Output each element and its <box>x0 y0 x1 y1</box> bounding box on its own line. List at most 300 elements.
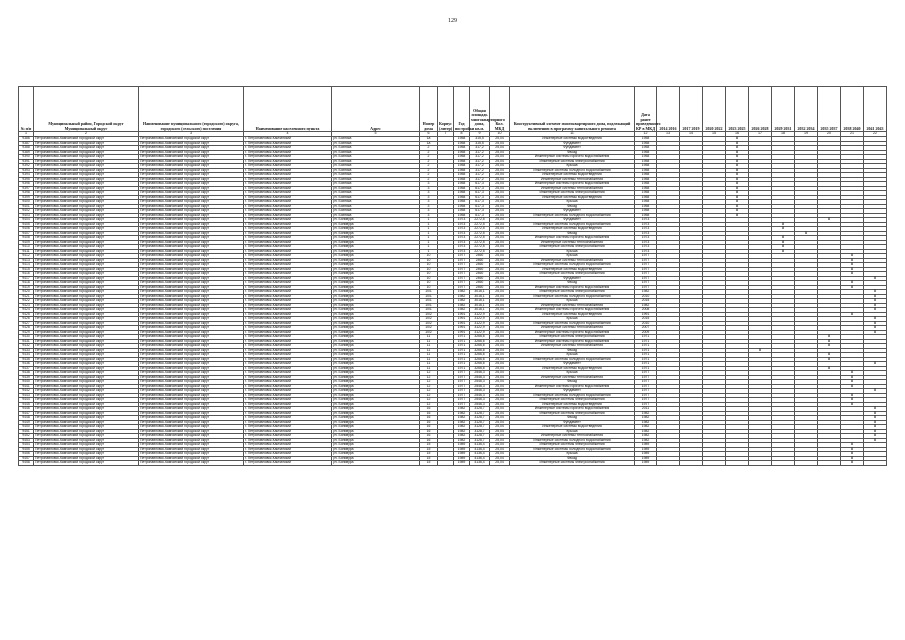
table-cell: ул. Бонивура <box>332 303 420 308</box>
table-cell: г. Петропавловск-Камчатский <box>244 443 332 448</box>
table-cell: 3016,1 <box>470 290 490 295</box>
table-cell: 317,2 <box>470 155 490 160</box>
table-cell: 1958 <box>454 213 470 218</box>
table-cell: 10/1 <box>420 299 438 304</box>
table-cell: 9455 <box>19 447 34 452</box>
table-cell: ул. Бонивура <box>332 294 420 299</box>
table-cell: 1989 <box>454 447 470 452</box>
table-cell: 10 <box>420 285 438 290</box>
table-cell: 1977 <box>454 389 470 394</box>
table-cell: 1 <box>420 231 438 236</box>
table-cell: 1971 <box>635 362 657 367</box>
table-cell: 25,04 <box>490 141 510 146</box>
table-cell: Петропавловск-Камчатский городской округ <box>139 321 244 326</box>
table-cell: 25,04 <box>490 443 510 448</box>
table-cell: Инженерные системы водоотведения <box>510 227 635 232</box>
table-cell: 1973 <box>454 227 470 232</box>
period-cell: X <box>841 402 864 407</box>
table-cell: 16 <box>420 416 438 421</box>
table-cell: 2460 <box>470 285 490 290</box>
table-cell: 3016,1 <box>470 294 490 299</box>
table-cell: г. Петропавловск-Камчатский <box>244 371 332 376</box>
table-cell: 3266,6 <box>470 348 490 353</box>
period-cell: X <box>726 204 749 209</box>
table-cell: 2546,3 <box>470 384 490 389</box>
table-cell: 10 <box>420 258 438 263</box>
table-cell: Петропавловск-Камчатский городской округ <box>139 371 244 376</box>
table-cell: г. Петропавловск-Камчатский <box>244 312 332 317</box>
table-cell: Петропавловск-Камчатский городской округ <box>34 227 139 232</box>
table-cell: 25,04 <box>490 150 510 155</box>
table-cell: 9457 <box>19 456 34 461</box>
table-cell: 2272,5 <box>470 218 490 223</box>
table-cell: Петропавловск-Камчатский городской округ <box>139 240 244 245</box>
table-cell: ул. Бохняка <box>332 186 420 191</box>
table-cell: Инженерные системы горячего водоснабжения <box>510 182 635 187</box>
table-cell: Петропавловск-Камчатский городской округ <box>34 150 139 155</box>
table-cell: г. Петропавловск-Камчатский <box>244 321 332 326</box>
table-cell: 9435 <box>19 357 34 362</box>
table-cell: 25,04 <box>490 326 510 331</box>
table-cell: ул. Бохняка <box>332 200 420 205</box>
table-cell: 1а <box>420 141 438 146</box>
table-cell: г. Петропавловск-Камчатский <box>244 146 332 151</box>
column-number: 5 <box>332 132 420 137</box>
table-cell: 2007 <box>635 326 657 331</box>
period-cell: X <box>726 209 749 214</box>
table-cell: г. Петропавловск-Камчатский <box>244 362 332 367</box>
column-number: 17 <box>749 132 772 137</box>
table-cell: 1977 <box>635 380 657 385</box>
table-cell: ул. Бонивура <box>332 353 420 358</box>
table-cell: Инженерные системы водоотведения <box>510 137 635 142</box>
table-cell: 1977 <box>454 371 470 376</box>
table-cell: 1973 <box>454 249 470 254</box>
table-cell: Фундамент <box>510 389 635 394</box>
table-cell: г. Петропавловск-Камчатский <box>244 267 332 272</box>
table-cell: 25,04 <box>490 321 510 326</box>
table-cell: ул. Бохняка <box>332 173 420 178</box>
period-cell: X <box>726 146 749 151</box>
column-number: 15 <box>703 132 726 137</box>
table-cell: Инженерные системы водоотведения <box>510 425 635 430</box>
table-cell: 2460 <box>470 276 490 281</box>
table-cell: Петропавловск-Камчатский городской округ <box>139 168 244 173</box>
table-cell: 1958 <box>454 177 470 182</box>
table-cell: 2010 <box>635 321 657 326</box>
table-cell: ул. Бонивура <box>332 227 420 232</box>
table-cell: 9420 <box>19 290 34 295</box>
table-cell: 3 <box>420 182 438 187</box>
table-cell: 15 <box>420 447 438 452</box>
table-cell: Петропавловск-Камчатский городской округ <box>139 218 244 223</box>
table-cell: 25,04 <box>490 461 510 466</box>
table-cell: ул. Бонивура <box>332 326 420 331</box>
table-cell: ул. Бонивура <box>332 447 420 452</box>
table-cell: 4136,4 <box>470 456 490 461</box>
table-cell: 12 <box>420 389 438 394</box>
table-cell: ул. Бонивура <box>332 402 420 407</box>
table-cell: Фасад <box>510 416 635 421</box>
table-cell: 2546,3 <box>470 402 490 407</box>
table-cell: 9387 <box>19 141 34 146</box>
table-cell: 1а <box>420 137 438 142</box>
table-cell: 25,04 <box>490 303 510 308</box>
table-cell: 1973 <box>635 222 657 227</box>
table-cell: г. Петропавловск-Камчатский <box>244 447 332 452</box>
table-cell: ул. Бонивура <box>332 317 420 322</box>
table-cell: Петропавловск-Камчатский городской округ <box>139 429 244 434</box>
table-cell: 9413 <box>19 258 34 263</box>
table-cell: Петропавловск-Камчатский городской округ <box>139 416 244 421</box>
table-cell: 16 <box>420 420 438 425</box>
table-cell: 1958 <box>635 209 657 214</box>
table-cell: ул. Бонивура <box>332 375 420 380</box>
table-cell: 1973 <box>454 236 470 241</box>
table-cell: 9452 <box>19 434 34 439</box>
table-row <box>19 461 887 466</box>
table-cell: Фундамент <box>510 209 635 214</box>
table-cell: 9411 <box>19 249 34 254</box>
table-cell: ул. Бохняка <box>332 204 420 209</box>
table-cell: г. Петропавловск-Камчатский <box>244 245 332 250</box>
table-cell: 9407 <box>19 231 34 236</box>
table-cell: 10/2 <box>420 317 438 322</box>
table-cell: 10/1 <box>420 303 438 308</box>
period-cell <box>772 461 795 466</box>
table-cell: Фасад <box>510 204 635 209</box>
column-header: 2026 2028 <box>749 87 772 132</box>
table-cell: 9392 <box>19 164 34 169</box>
table-cell: Петропавловск-Камчатский городской округ <box>139 407 244 412</box>
table-cell: 25,04 <box>490 173 510 178</box>
table-cell: г. Петропавловск-Камчатский <box>244 276 332 281</box>
table-cell: Петропавловск-Камчатский городской округ <box>139 456 244 461</box>
table-cell: Петропавловск-Камчатский городской округ <box>139 434 244 439</box>
table-cell: Инженерные системы электроснабжения <box>510 335 635 340</box>
period-cell <box>726 461 749 466</box>
table-cell: г. Петропавловск-Камчатский <box>244 407 332 412</box>
table-cell: Инженерные системы электроснабжения <box>510 461 635 466</box>
table-cell: Петропавловск-Камчатский городской округ <box>34 389 139 394</box>
table-cell <box>438 461 454 466</box>
table-cell: 9403 <box>19 213 34 218</box>
table-cell: Фундамент <box>510 146 635 151</box>
table-cell: Петропавловск-Камчатский городской округ <box>139 200 244 205</box>
table-cell: г. Петропавловск-Камчатский <box>244 366 332 371</box>
table-cell: г. Петропавловск-Камчатский <box>244 141 332 146</box>
table-cell: 1958 <box>635 159 657 164</box>
table-cell: Инженерные системы теплоснабжения <box>510 240 635 245</box>
table-cell: 3 <box>420 200 438 205</box>
table-cell: Петропавловск-Камчатский городской округ <box>139 443 244 448</box>
table-cell: Инженерные системы холодного водоснабжения <box>510 168 635 173</box>
table-cell: Инженерные системы горячего водоснабжения <box>510 384 635 389</box>
table-cell: Фундамент <box>510 276 635 281</box>
table-cell: Петропавловск-Камчатский городской округ <box>139 344 244 349</box>
table-cell: Петропавловск-Камчатский городской округ <box>139 236 244 241</box>
table-cell: ул. Бонивура <box>332 420 420 425</box>
table-cell: 1958 <box>635 168 657 173</box>
table-cell: 25,04 <box>490 348 510 353</box>
table-cell: г. Петропавловск-Камчатский <box>244 402 332 407</box>
table-cell: г. Петропавловск-Камчатский <box>244 425 332 430</box>
table-cell: 1982 <box>635 303 657 308</box>
table-cell: Петропавловск-Камчатский городской округ <box>34 425 139 430</box>
table-cell: 2 <box>420 159 438 164</box>
period-cell: X <box>726 159 749 164</box>
period-cell <box>657 461 680 466</box>
table-cell: Петропавловск-Камчатский городской округ <box>34 393 139 398</box>
period-cell: X <box>841 272 864 277</box>
table-cell: Крыша <box>510 164 635 169</box>
table-cell: 4136,4 <box>470 452 490 457</box>
table-cell: ул. Бонивура <box>332 267 420 272</box>
table-cell: 1958 <box>454 159 470 164</box>
table-cell: г. Петропавловск-Камчатский <box>244 236 332 241</box>
table-cell: Петропавловск-Камчатский городской округ <box>34 353 139 358</box>
table-cell: Петропавловск-Камчатский городской округ <box>34 380 139 385</box>
table-cell: Петропавловск-Камчатский городской округ <box>139 254 244 259</box>
column-number: 10 <box>490 132 510 137</box>
table-cell: 15 <box>420 461 438 466</box>
table-cell: 25,04 <box>490 164 510 169</box>
table-cell: Инженерные системы водоотведения <box>510 267 635 272</box>
table-cell: 1973 <box>454 245 470 250</box>
table-cell: 9437 <box>19 366 34 371</box>
table-cell: Петропавловск-Камчатский городской округ <box>139 375 244 380</box>
table-cell: 3122,9 <box>470 326 490 331</box>
table-cell: 10 <box>420 267 438 272</box>
table-cell: 25,04 <box>490 312 510 317</box>
table-cell: 1977 <box>635 384 657 389</box>
table-cell: г. Петропавловск-Камчатский <box>244 258 332 263</box>
table-cell: Петропавловск-Камчатский городской округ <box>34 375 139 380</box>
table-cell: Петропавловск-Камчатский городской округ <box>34 339 139 344</box>
table-cell: 1982 <box>454 303 470 308</box>
table-cell: Петропавловск-Камчатский городской округ <box>34 429 139 434</box>
column-header: 2041 2043 <box>864 87 887 132</box>
table-cell: 1958 <box>635 195 657 200</box>
table-cell: 1977 <box>635 254 657 259</box>
table-cell: г. Петропавловск-Камчатский <box>244 263 332 268</box>
table-cell: г. Петропавловск-Камчатский <box>244 195 332 200</box>
table-cell: Петропавловск-Камчатский городской округ <box>139 209 244 214</box>
period-cell: X <box>864 425 887 430</box>
period-cell: X <box>864 317 887 322</box>
table-cell: Фасад <box>510 281 635 286</box>
table-cell: г. Петропавловск-Камчатский <box>244 222 332 227</box>
table-cell: 1977 <box>635 272 657 277</box>
table-cell: 25,04 <box>490 137 510 142</box>
table-cell: 25,04 <box>490 186 510 191</box>
table-cell: 9421 <box>19 294 34 299</box>
table-cell: 1982 <box>454 308 470 313</box>
period-cell: X <box>818 344 841 349</box>
table-cell: Петропавловск-Камчатский городской округ <box>139 245 244 250</box>
table-cell: Крыша <box>510 353 635 358</box>
table-cell: Петропавловск-Камчатский городской округ <box>34 290 139 295</box>
table-cell: Петропавловск-Камчатский городской округ <box>139 281 244 286</box>
table-cell: Петропавловск-Камчатский городской округ <box>139 461 244 466</box>
table-cell: 1 <box>420 222 438 227</box>
table-cell: 11 <box>420 353 438 358</box>
column-number: 6 <box>420 132 438 137</box>
period-cell: X <box>772 227 795 232</box>
table-cell: 1991 <box>454 312 470 317</box>
table-cell: Петропавловск-Камчатский городской округ <box>34 317 139 322</box>
table-cell: 1982 <box>635 290 657 295</box>
table-cell: 4136,4 <box>470 461 490 466</box>
table-cell: 2272,5 <box>470 236 490 241</box>
table-cell: ул. Бонивура <box>332 344 420 349</box>
table-cell: Петропавловск-Камчатский городской округ <box>34 443 139 448</box>
table-cell: 16 <box>420 425 438 430</box>
table-cell: 1958 <box>454 155 470 160</box>
period-cell: X <box>726 137 749 142</box>
table-cell: Петропавловск-Камчатский городской округ <box>139 263 244 268</box>
table-cell: г. Петропавловск-Камчатский <box>244 317 332 322</box>
table-cell: 2460 <box>470 281 490 286</box>
table-cell: 25,04 <box>490 222 510 227</box>
table-cell: Инженерные системы холодного водоснабжения <box>510 447 635 452</box>
column-number: 7 <box>438 132 454 137</box>
table-cell: 2546,3 <box>470 393 490 398</box>
table-cell: 9401 <box>19 204 34 209</box>
table-cell: Петропавловск-Камчатский городской округ <box>139 326 244 331</box>
table-cell: ул. Бонивура <box>332 218 420 223</box>
table-cell: 25,04 <box>490 389 510 394</box>
table-cell: 1989 <box>635 447 657 452</box>
table-cell: Фундамент <box>510 141 635 146</box>
table-cell: г. Петропавловск-Камчатский <box>244 240 332 245</box>
table-cell: Петропавловск-Камчатский городской округ <box>139 366 244 371</box>
table-cell: 9443 <box>19 393 34 398</box>
table-cell: 25,04 <box>490 317 510 322</box>
period-cell: X <box>864 420 887 425</box>
table-cell: 25,04 <box>490 209 510 214</box>
table-cell: 9441 <box>19 384 34 389</box>
table-cell: 9449 <box>19 420 34 425</box>
table-cell: ул. Бохняка <box>332 209 420 214</box>
table-cell: Инженерные системы электроснабжения <box>510 272 635 277</box>
table-cell: 3 <box>420 213 438 218</box>
period-cell: X <box>818 357 841 362</box>
table-cell: 9422 <box>19 299 34 304</box>
table-cell: Петропавловск-Камчатский городской округ <box>34 384 139 389</box>
period-cell: X <box>841 384 864 389</box>
table-cell: 25,04 <box>490 191 510 196</box>
table-cell: ул. Бонивура <box>332 461 420 466</box>
period-cell: X <box>841 285 864 290</box>
column-header: 2032 2034 <box>795 87 818 132</box>
table-cell: 317,2 <box>470 159 490 164</box>
table-cell: 1973 <box>635 240 657 245</box>
column-header: Дата ранее проведенного КР в МКД <box>635 87 657 132</box>
table-cell: 9454 <box>19 443 34 448</box>
table-cell: г. Петропавловск-Камчатский <box>244 285 332 290</box>
column-header: 2014 2016 <box>657 87 680 132</box>
table-cell: 25,04 <box>490 168 510 173</box>
table-cell: Петропавловск-Камчатский городской округ <box>139 339 244 344</box>
table-cell: 1971 <box>635 366 657 371</box>
table-cell: 9438 <box>19 371 34 376</box>
table-cell: Петропавловск-Камчатский городской округ <box>34 209 139 214</box>
table-cell: г. Петропавловск-Камчатский <box>244 411 332 416</box>
table-cell: Инженерные системы горячего водоснабжения <box>510 236 635 241</box>
period-cell: X <box>726 182 749 187</box>
table-cell: 9409 <box>19 240 34 245</box>
table-cell: 2272,5 <box>470 240 490 245</box>
column-number: 11 <box>510 132 635 137</box>
period-cell: X <box>841 375 864 380</box>
table-cell: 25,04 <box>490 425 510 430</box>
table-cell: ул. Бонивура <box>332 362 420 367</box>
period-cell: X <box>864 294 887 299</box>
table-cell: 1971 <box>635 348 657 353</box>
period-cell: X <box>818 218 841 223</box>
column-header: Номер дома <box>420 87 438 132</box>
table-cell: 1982 <box>635 429 657 434</box>
table-cell: Петропавловск-Камчатский городской округ <box>139 393 244 398</box>
table-cell: 1977 <box>454 281 470 286</box>
period-cell: X <box>864 438 887 443</box>
table-cell: г. Петропавловск-Камчатский <box>244 218 332 223</box>
period-cell: X <box>818 339 841 344</box>
table-cell: 2015 <box>635 317 657 322</box>
table-cell: 3 <box>420 191 438 196</box>
table-cell: 317,2 <box>470 168 490 173</box>
table-cell: 3122,9 <box>470 312 490 317</box>
period-cell: X <box>726 213 749 218</box>
table-cell: 1958 <box>454 146 470 151</box>
table-cell: 1977 <box>454 267 470 272</box>
table-cell: Петропавловск-Камчатский городской округ <box>139 173 244 178</box>
table-cell: Петропавловск-Камчатский городской округ <box>34 411 139 416</box>
table-cell: 1973 <box>635 236 657 241</box>
table-cell: Фасад <box>510 348 635 353</box>
column-header: Общая площадь многоквартирного дома, кв.м. <box>470 87 490 132</box>
table-cell: Петропавловск-Камчатский городской округ <box>139 191 244 196</box>
table-cell: 1958 <box>454 150 470 155</box>
period-cell: X <box>726 168 749 173</box>
table-cell: 25,04 <box>490 267 510 272</box>
table-cell: 1971 <box>635 357 657 362</box>
period-cell: X <box>864 303 887 308</box>
table-cell: ул. Бонивура <box>332 443 420 448</box>
table-cell: Петропавловск-Камчатский городской округ <box>34 182 139 187</box>
table-cell: 1989 <box>454 452 470 457</box>
table-cell: ул. Бонивура <box>332 452 420 457</box>
table-cell: 1958 <box>635 137 657 142</box>
table-cell: 9402 <box>19 209 34 214</box>
table-cell: 25,04 <box>490 159 510 164</box>
period-cell: X <box>841 258 864 263</box>
table-cell: 1977 <box>454 393 470 398</box>
table-cell: г. Петропавловск-Камчатский <box>244 177 332 182</box>
table-cell: 2015 <box>635 299 657 304</box>
table-cell: ул. Бохняка <box>332 155 420 160</box>
table-cell: 3128,7 <box>470 438 490 443</box>
table-cell: 1 <box>420 245 438 250</box>
table-cell: 2460 <box>470 258 490 263</box>
table-cell: 16 <box>420 407 438 412</box>
table-cell: Инженерные системы теплоснабжения <box>510 186 635 191</box>
table-cell: ул. Бонивура <box>332 330 420 335</box>
table-cell: г. Петропавловск-Камчатский <box>244 326 332 331</box>
column-number: 4 <box>244 132 332 137</box>
table-cell: ул. Бонивура <box>332 285 420 290</box>
